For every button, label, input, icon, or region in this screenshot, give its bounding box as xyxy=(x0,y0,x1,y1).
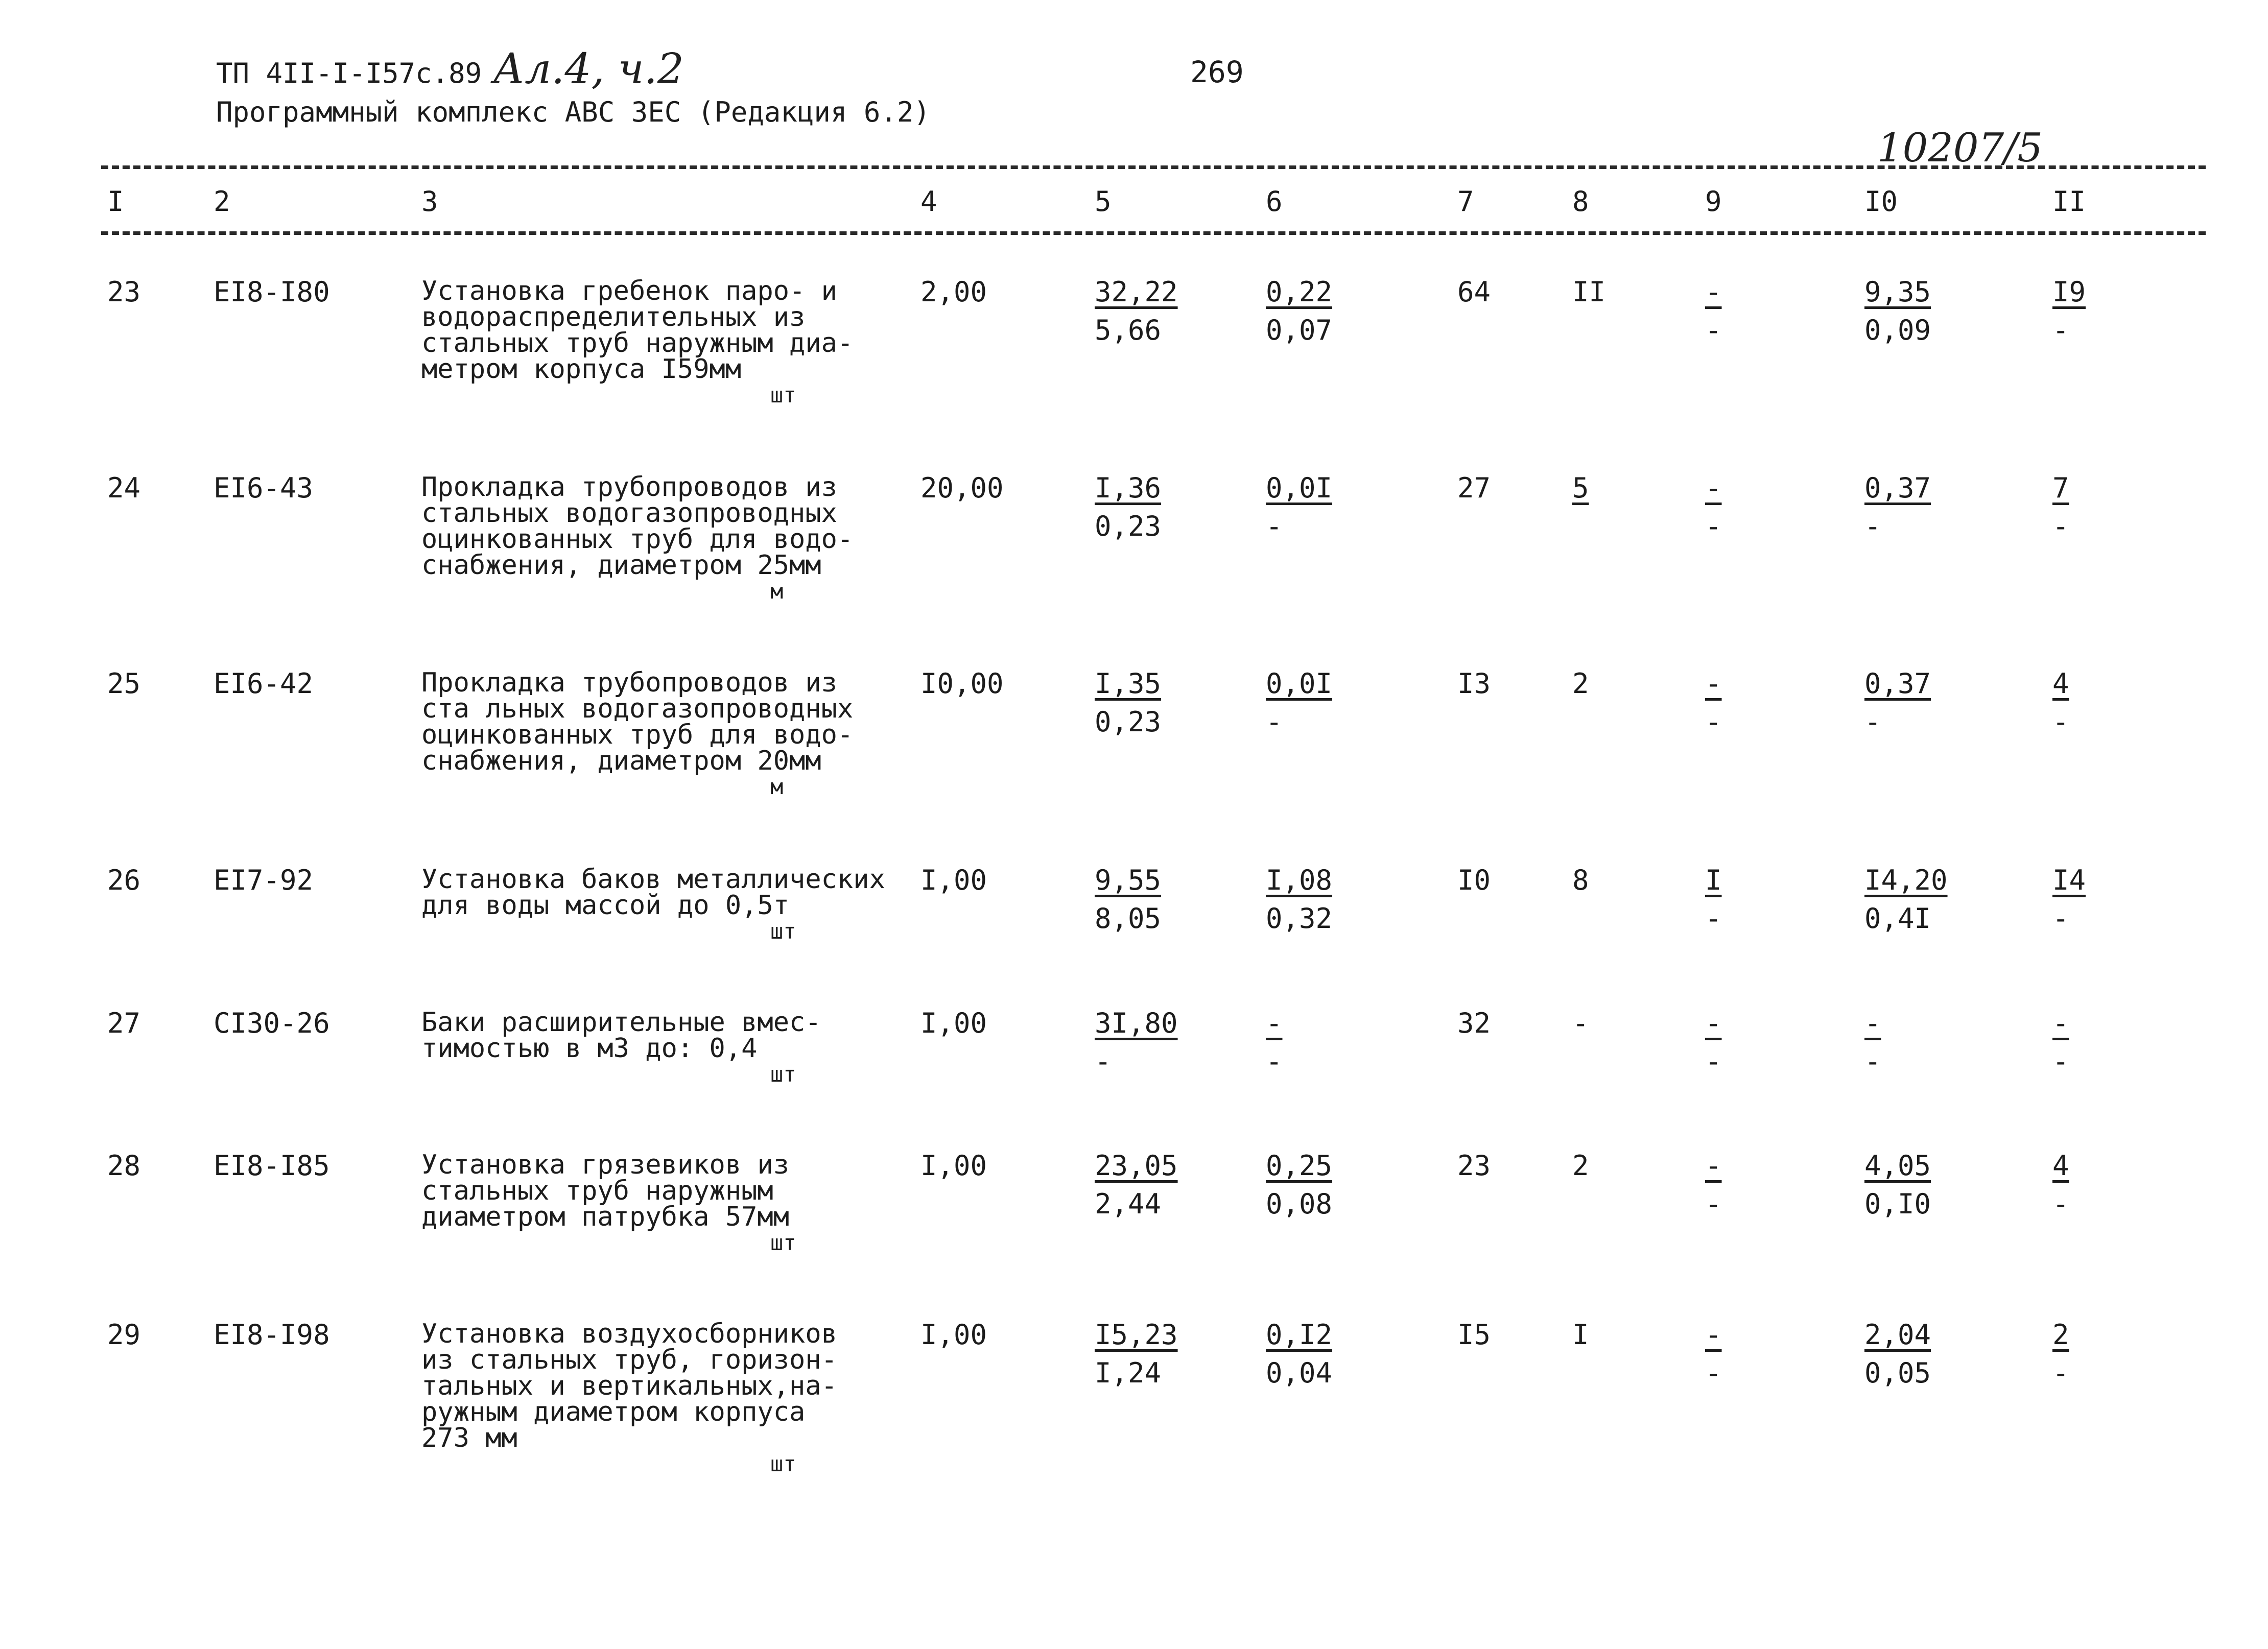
unit-of-measure: шт xyxy=(770,1451,796,1476)
value-c6-bottom: - xyxy=(1266,1045,1283,1078)
unit-of-measure: шт xyxy=(770,1062,796,1087)
description-line: диаметром патрубка 57мм xyxy=(421,1202,790,1232)
value-c5-top: I,36 xyxy=(1095,472,1162,504)
value-c9-bottom: - xyxy=(1705,902,1722,935)
description-line: Установка баков металлических xyxy=(421,864,885,895)
value-c9-top: - xyxy=(1705,667,1722,700)
value-c9-bottom: - xyxy=(1705,314,1722,346)
value-c5-top: 3I,80 xyxy=(1095,1007,1178,1039)
value-c8: - xyxy=(1572,1007,1589,1039)
value-c9-bottom: - xyxy=(1705,1357,1722,1389)
value-c7: I3 xyxy=(1457,667,1491,700)
description-line: Прокладка трубопроводов из xyxy=(421,667,837,698)
unit-of-measure: шт xyxy=(770,1230,796,1255)
value-c11-bottom: - xyxy=(2052,510,2069,542)
value-c11-top: I9 xyxy=(2052,276,2086,308)
description-line: ружным диаметром корпуса xyxy=(421,1397,806,1427)
value-c10-bottom: - xyxy=(1864,1045,1881,1078)
value-c10-bottom: 0,05 xyxy=(1864,1357,1931,1389)
value-c6-top: 0,I2 xyxy=(1266,1319,1333,1351)
value-c11-top: 4 xyxy=(2052,667,2069,700)
value-c5-top: I5,23 xyxy=(1095,1319,1178,1351)
description-line: Установка воздухосборников xyxy=(421,1319,837,1349)
row-number: 25 xyxy=(107,667,141,700)
column-header-4: 4 xyxy=(920,185,937,218)
value-c5-bottom: I,24 xyxy=(1095,1357,1162,1389)
value-c11-bottom: - xyxy=(2052,902,2069,935)
value-c9-top: - xyxy=(1705,1150,1722,1182)
value-c10-top: 9,35 xyxy=(1864,276,1931,308)
value-c9-bottom: - xyxy=(1705,706,1722,738)
work-description xyxy=(421,667,854,776)
unit-of-measure: м xyxy=(770,579,784,604)
rate-code: EI8-I80 xyxy=(214,276,330,308)
header-bottom-rule xyxy=(101,231,2206,235)
page-number: 269 xyxy=(1190,55,1244,89)
value-c9-top: - xyxy=(1705,276,1722,308)
column-header-1: I xyxy=(107,185,124,218)
description-line: стальных труб наружным диа- xyxy=(421,328,854,359)
value-c6-bottom: 0,08 xyxy=(1266,1188,1333,1220)
row-number: 23 xyxy=(107,276,141,308)
value-c10-top: 2,04 xyxy=(1864,1319,1931,1351)
value-c7: I5 xyxy=(1457,1319,1491,1351)
column-header-2: 2 xyxy=(214,185,230,218)
description-line: ста льных водогазопроводных xyxy=(421,694,854,724)
column-header-8: 8 xyxy=(1572,185,1589,218)
value-c6-top: - xyxy=(1266,1007,1283,1039)
description-line: оцинкованных труб для водо- xyxy=(421,720,854,750)
top-rule xyxy=(101,165,2206,169)
description-line: метром корпуса I59мм xyxy=(421,354,742,385)
work-description xyxy=(421,1152,789,1230)
description-line: тальных и вертикальных,на- xyxy=(421,1371,837,1401)
value-c5-top: I,35 xyxy=(1095,667,1162,700)
value-c11-bottom: - xyxy=(2052,1045,2069,1078)
description-line: Баки расширительные вмес- xyxy=(421,1007,821,1038)
column-header-3: 3 xyxy=(421,185,438,218)
value-c8: I xyxy=(1572,1319,1589,1351)
row-number: 29 xyxy=(107,1319,141,1351)
value-c7: 64 xyxy=(1457,276,1491,308)
value-c8: II xyxy=(1572,276,1606,308)
description-line: Установка грязевиков из xyxy=(421,1150,790,1180)
work-description xyxy=(421,474,853,579)
value-c6-top: 0,22 xyxy=(1266,276,1333,308)
rate-code: EI8-I98 xyxy=(214,1319,330,1351)
row-number: 28 xyxy=(107,1150,141,1182)
value-c8: 2 xyxy=(1572,1150,1589,1182)
description-line: водораспределительных из xyxy=(421,302,806,332)
quantity: 20,00 xyxy=(920,472,1004,504)
column-header-11: II xyxy=(2052,185,2086,218)
description-line: снабжения, диаметром 25мм xyxy=(421,550,821,581)
value-c8: 5 xyxy=(1572,472,1589,504)
description-line: 273 мм xyxy=(421,1423,517,1453)
work-description xyxy=(421,864,885,921)
value-c9-top: - xyxy=(1705,1007,1722,1039)
value-c6-bottom: 0,07 xyxy=(1266,314,1333,346)
rate-code: EI6-42 xyxy=(214,667,314,700)
quantity: I,00 xyxy=(920,1007,987,1039)
value-c10-top: I4,20 xyxy=(1864,864,1948,896)
value-c10-top: - xyxy=(1864,1007,1881,1039)
description-line: из стальных труб, горизон- xyxy=(421,1345,837,1375)
value-c11-bottom: - xyxy=(2052,1188,2069,1220)
value-c5-top: 23,05 xyxy=(1095,1150,1178,1182)
value-c9-top: I xyxy=(1705,864,1722,896)
program-title: Программный комплекс АВС ЗЕС (Редакция 6.2) xyxy=(216,96,930,128)
value-c5-bottom: 5,66 xyxy=(1095,314,1162,346)
column-header-10: I0 xyxy=(1864,185,1898,218)
work-description xyxy=(421,1007,821,1064)
value-c9-bottom: - xyxy=(1705,510,1722,542)
value-c6-top: 0,0I xyxy=(1266,667,1333,700)
value-c11-top: 4 xyxy=(2052,1150,2069,1182)
work-description xyxy=(421,1321,837,1451)
value-c5-bottom: 8,05 xyxy=(1095,902,1162,935)
value-c9-bottom: - xyxy=(1705,1188,1722,1220)
value-c10-top: 0,37 xyxy=(1864,667,1931,700)
description-line: для воды массой до 0,5т xyxy=(421,890,790,921)
value-c8: 2 xyxy=(1572,667,1589,700)
value-c9-top: - xyxy=(1705,1319,1722,1351)
value-c11-bottom: - xyxy=(2052,1357,2069,1389)
value-c5-bottom: 2,44 xyxy=(1095,1188,1162,1220)
value-c5-bottom: 0,23 xyxy=(1095,510,1162,542)
quantity: I0,00 xyxy=(920,667,1004,700)
value-c6-bottom: - xyxy=(1266,706,1283,738)
quantity: I,00 xyxy=(920,1319,987,1351)
quantity: I,00 xyxy=(920,864,987,896)
value-c11-bottom: - xyxy=(2052,314,2069,346)
handwritten-note: Ал.4, ч.2 xyxy=(493,45,684,93)
description-line: снабжения, диаметром 20мм xyxy=(421,746,821,776)
quantity: 2,00 xyxy=(920,276,987,308)
description-line: Установка гребенок паро- и xyxy=(421,276,837,306)
value-c10-top: 4,05 xyxy=(1864,1150,1931,1182)
row-number: 26 xyxy=(107,864,141,896)
value-c5-top: 9,55 xyxy=(1095,864,1162,896)
value-c10-bottom: - xyxy=(1864,706,1881,738)
value-c10-bottom: 0,09 xyxy=(1864,314,1931,346)
row-number: 24 xyxy=(107,472,141,504)
value-c6-top: 0,0I xyxy=(1266,472,1333,504)
value-c6-top: 0,25 xyxy=(1266,1150,1333,1182)
description-line: тимостью в м3 до: 0,4 xyxy=(421,1033,758,1064)
value-c7: I0 xyxy=(1457,864,1491,896)
document-code: ТП 4II-I-I57с.89 xyxy=(216,57,482,89)
value-c10-bottom: 0,I0 xyxy=(1864,1188,1931,1220)
unit-of-measure: м xyxy=(770,774,784,799)
value-c11-top: 2 xyxy=(2052,1319,2069,1351)
value-c6-top: I,08 xyxy=(1266,864,1333,896)
value-c7: 27 xyxy=(1457,472,1491,504)
value-c9-bottom: - xyxy=(1705,1045,1722,1078)
column-header-7: 7 xyxy=(1457,185,1474,218)
description-line: оцинкованных труб для водо- xyxy=(421,524,854,555)
value-c11-top: - xyxy=(2052,1007,2069,1039)
handwritten-sheet-number: 10207/5 xyxy=(1877,125,2043,171)
column-header-6: 6 xyxy=(1266,185,1283,218)
value-c10-bottom: 0,4I xyxy=(1864,902,1931,935)
value-c5-top: 32,22 xyxy=(1095,276,1178,308)
work-description xyxy=(421,278,853,383)
value-c11-bottom: - xyxy=(2052,706,2069,738)
row-number: 27 xyxy=(107,1007,141,1039)
value-c7: 23 xyxy=(1457,1150,1491,1182)
rate-code: CI30-26 xyxy=(214,1007,330,1039)
value-c10-top: 0,37 xyxy=(1864,472,1931,504)
value-c7: 32 xyxy=(1457,1007,1491,1039)
value-c11-top: I4 xyxy=(2052,864,2086,896)
unit-of-measure: шт xyxy=(770,919,796,944)
description-line: стальных водогазопроводных xyxy=(421,498,837,529)
rate-code: EI7-92 xyxy=(214,864,314,896)
column-header-9: 9 xyxy=(1705,185,1722,218)
value-c8: 8 xyxy=(1572,864,1589,896)
quantity: I,00 xyxy=(920,1150,987,1182)
value-c5-bottom: - xyxy=(1095,1045,1112,1078)
value-c6-bottom: 0,32 xyxy=(1266,902,1333,935)
value-c6-bottom: - xyxy=(1266,510,1283,542)
unit-of-measure: шт xyxy=(770,383,796,408)
value-c11-top: 7 xyxy=(2052,472,2069,504)
rate-code: EI6-43 xyxy=(214,472,314,504)
description-line: Прокладка трубопроводов из xyxy=(421,472,837,503)
description-line: стальных труб наружным xyxy=(421,1176,773,1206)
rate-code: EI8-I85 xyxy=(214,1150,330,1182)
value-c5-bottom: 0,23 xyxy=(1095,706,1162,738)
value-c10-bottom: - xyxy=(1864,510,1881,542)
value-c6-bottom: 0,04 xyxy=(1266,1357,1333,1389)
column-header-5: 5 xyxy=(1095,185,1112,218)
value-c9-top: - xyxy=(1705,472,1722,504)
